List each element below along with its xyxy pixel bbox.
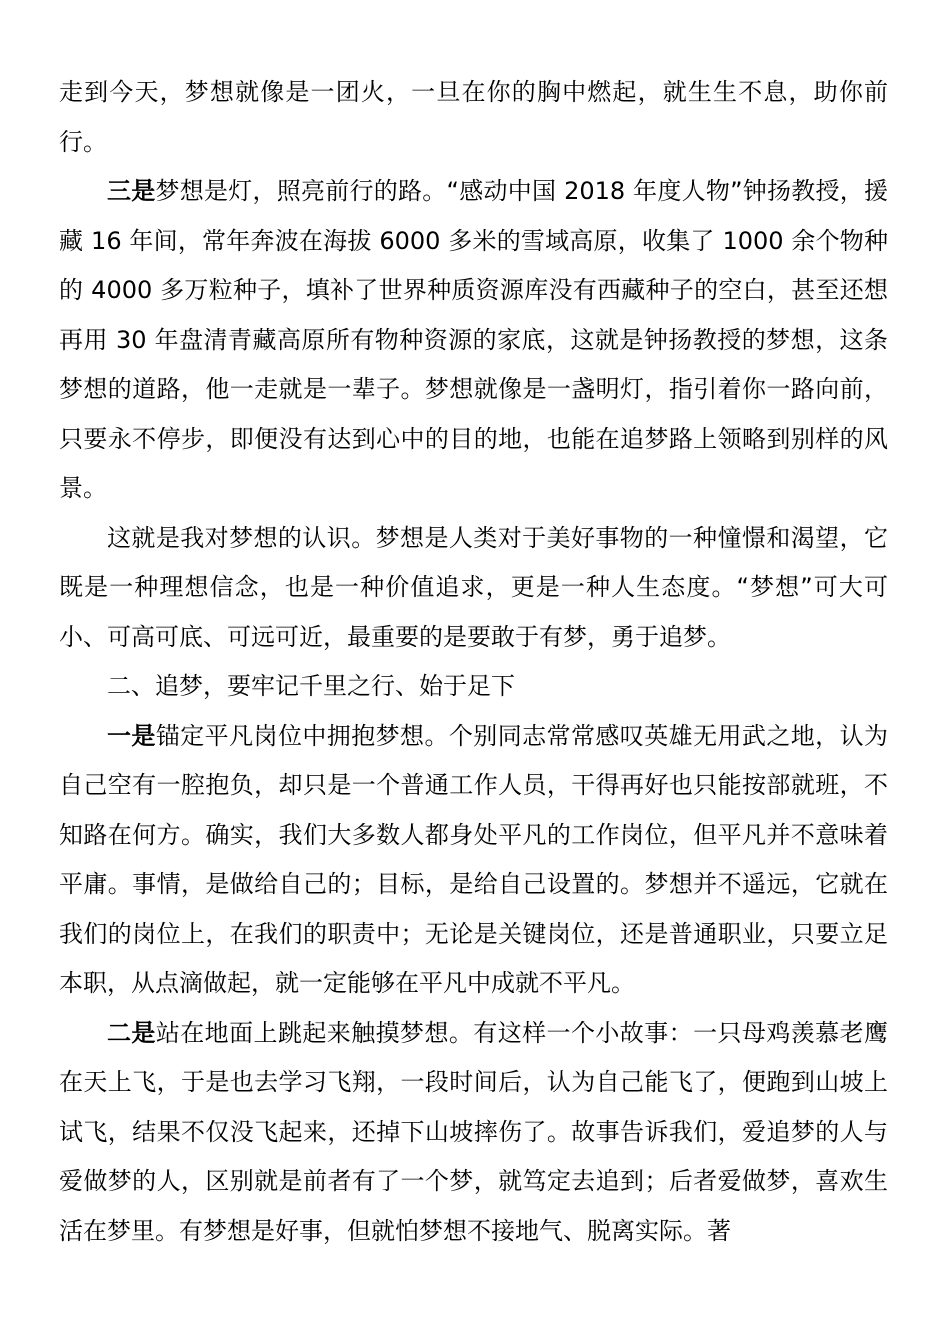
heading-text: 二、追梦，要牢记千里之行、始于足下 bbox=[107, 672, 515, 700]
paragraph-dream-fire bbox=[59, 68, 888, 167]
paragraph-text: 这就是我对梦想的认识。梦想是人类对于美好事物的一种憧憬和渴望，它既是一种理想信念，也是一种价值追求，更是一种人生态度。“梦想”可大可小、可高可底、可远可近，最重要的是要敢于有梦，勇于追梦。 bbox=[59, 523, 888, 651]
paragraph-point-one bbox=[59, 712, 888, 1009]
paragraph-lead: 一是 bbox=[107, 721, 156, 750]
paragraph-text: 锚定平凡岗位中拥抱梦想。个别同志常常感叹英雄无用武之地，认为自己空有一腔抱负，却只是一个普通工作人员，干得再好也只能按部就班，不知路在何方。确实，我们大多数人都身处平凡的工作岗位，但平凡并不意味着平庸。事情，是做给自己的；目标，是给自己设置的。梦想并不遥远，它就在我们的岗位上，在我们的职责中；无论是关键岗位，还是普通职业，只要立足本职，从点滴做起，就一定能够在平凡中成就不平凡。 bbox=[59, 721, 889, 997]
paragraph-text: 梦想是灯，照亮前行的路。“感动中国 2018 年度人物”钟扬教授，援藏 16 年间，常年奔波在海拔 6000 多米的雪域高原，收集了 1000 余个物种的 4000 多万粒种子，填补了世界种质资源库没有西藏种子的空白，甚至还想再用 30 年盘清青藏高原所有物种资源的家底，这就是钟扬教授的梦想，这条梦想的道路，他一走就是一辈子。梦想就像是一盏明灯，指引着你一路向前，只要永不停步，即便没有达到心中的目的地，也能在追梦路上领略到别样的风景。 bbox=[59, 177, 889, 502]
paragraph-point-two bbox=[59, 1009, 888, 1257]
paragraph-text: 站在地面上跳起来触摸梦想。有这样一个小故事：一只母鸡羡慕老鹰在天上飞，于是也去学习飞翔，一段时间后，认为自己能飞了，便跑到山坡上试飞，结果不仅没飞起来，还掉下山坡摔伤了。故事告诉我们，爱追梦的人与爱做梦的人，区别就是前者有了一个梦，就笃定去追到；后者爱做梦，喜欢生活在梦里。有梦想是好事，但就怕梦想不接地气、脱离实际。著 bbox=[59, 1018, 889, 1245]
paragraph-point-three bbox=[59, 167, 888, 514]
paragraph-lead: 三是 bbox=[107, 177, 156, 205]
paragraph-lead: 二是 bbox=[107, 1018, 156, 1047]
section-heading-pursue-dream bbox=[59, 662, 888, 712]
paragraph-dream-understanding bbox=[59, 514, 888, 663]
paragraph-text: 走到今天，梦想就像是一团火，一旦在你的胸中燃起，就生生不息，助你前行。 bbox=[59, 78, 888, 156]
